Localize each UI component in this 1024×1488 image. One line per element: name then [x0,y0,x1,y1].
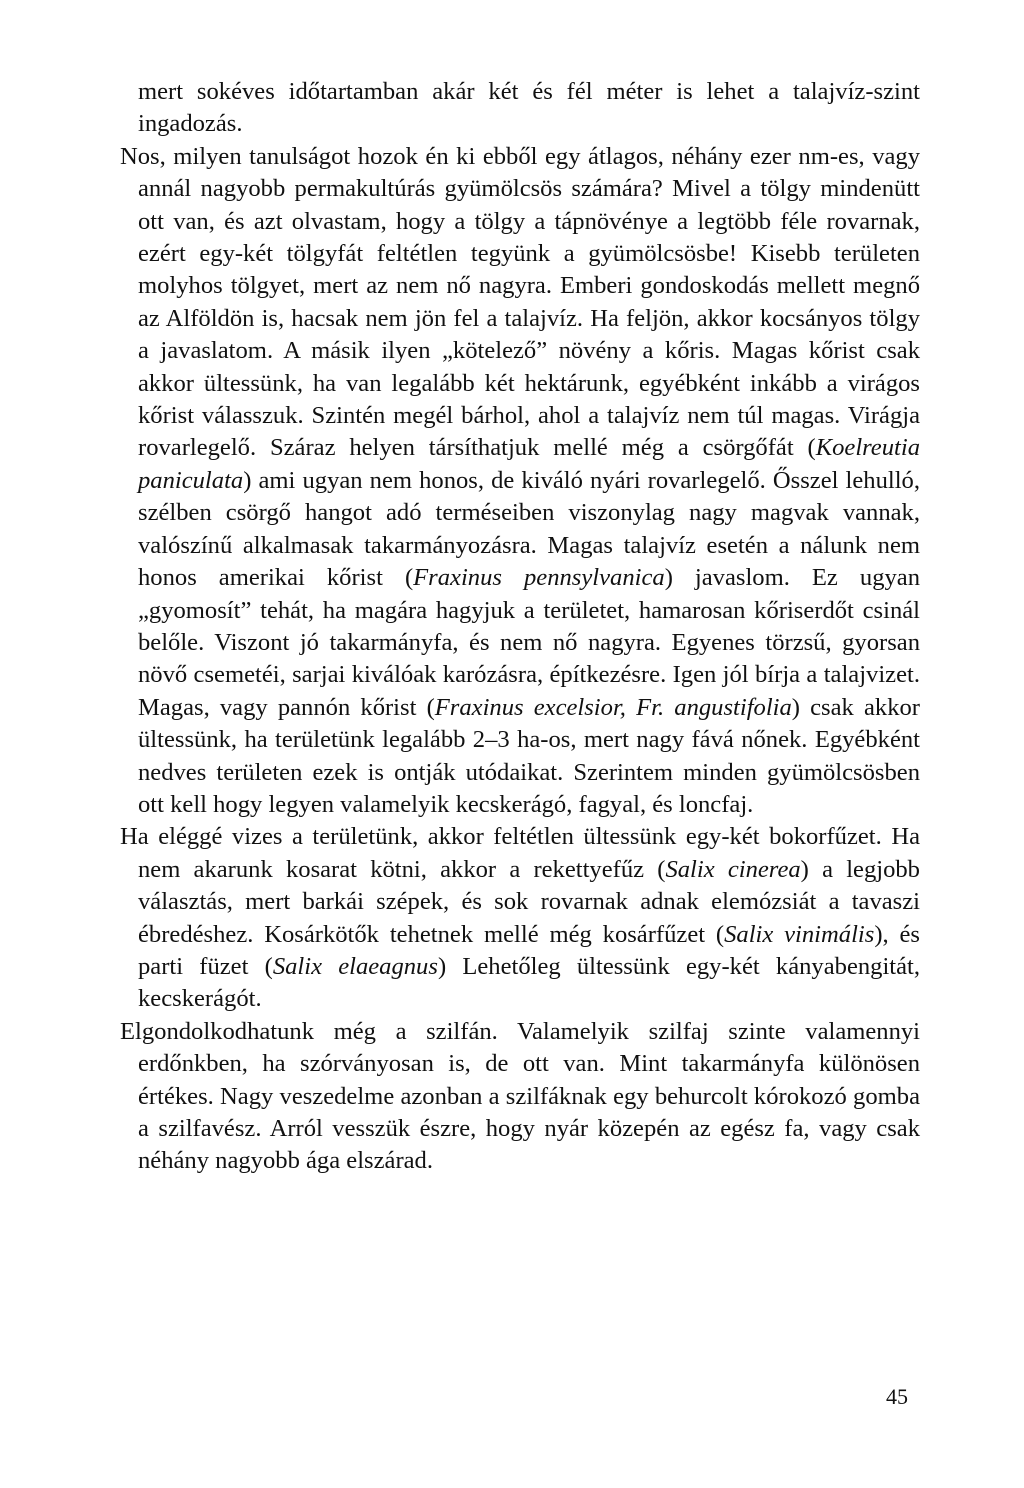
text-run: mert sokéves időtartamban akár két és fél méter is lehet a talajvíz-szint ingadozás. [138,78,920,138]
text-run: Elgondolkodhatunk még a szilfán. Valamelyik szilfaj szinte valamennyi erdőnkben, ha szórványosan is, de ott van. Mint takarmányfa különösen értékes. Nagy veszedelme azonban a szilfáknak egy behurcolt kórokozó gomba a szilfavész. Arról vesszük észre, hogy nyár közepén az egész fa, vagy csak néhány nagyobb ága elszárad. [120,1017,920,1175]
text-run: ) csak akkor ültessünk, ha területünk legalább 2–3 ha-os, mert nagy fává nőnek. Egyébként nedves területen ezek is ontják utódaikat. Szerintem minden gyümölcsösben ott kell hogy legyen valamelyik kecskerágó, fagyal, és loncfaj. [138,693,921,818]
text-run: ) ami ugyan nem honos, de kiváló nyári rovarlegelő. Ősszel lehulló, szélben csörgő hangot adó terméseiben viszonylag nagy magvak vannak, valószínű alkalmasak takarmányozásra. Magas talajvíz esetén a nálunk nem honos amerikai kőrist ( [138,466,920,592]
document-page [120,76,920,1178]
text-run: Nos, milyen tanulságot hozok én ki ebből egy átlagos, néhány ezer nm-es, vagy annál nagyobb permakultúrás gyümölcsös számára? Mivel a tölgy mindenütt ott van, és azt olvastam, hogy a tölgy a tápnövénye a legtöbb féle rovarnak, ezért egy-két tölgyfát feltétlen tegyünk a gyümölcsösbe! Kisebb területen molyhos tölgyet, mert az nem nő nagyra. Emberi gondoskodás mellett megnő az Alföldön is, hacsak nem jön fel a talajvíz. Ha feljön, akkor kocsányos tölgy a javaslatom. A másik ilyen „kötelező” növény a kőris. Magas kőrist csak akkor ültessünk, ha van legalább két hektárunk, egyébként inkább a virágos kőrist válasszuk. Szintén megél bárhol, ahol a talajvíz nem túl magas. Virágja rovarlegelő. Száraz helyen társíthatjuk mellé még a csörgőfát ( [120,142,920,462]
italic-term: Fraxinus excelsior, Fr. angustifolia [434,693,792,721]
text-run: ) javaslom. Ez ugyan „gyomosít” tehát, ha magára hagyjuk a területet, hamarosan kőriserdőt csinál belőle. Viszont jó takarmányfa, és nem nő nagyra. Egyenes törzsű, gyorsan növő csemetéi, sarjai kiválóak karózásra, építkezésre. Igen jól bírja a talajvizet. Magas, vagy pannón kőrist ( [138,564,920,721]
paragraph [120,141,920,822]
italic-term: Salix cinerea [665,855,801,883]
text-run: Ha eléggé vizes a területünk, akkor feltétlen ültessünk egy-két bokorfűzet. Ha nem akarunk kosarat kötni, akkor a rekettyefűz ( [120,823,920,883]
paragraph [120,76,920,141]
text-run: ), és parti füzet ( [138,920,920,980]
italic-term: Salix elaeagnus [272,952,438,980]
page-number: 45 [886,1384,908,1409]
italic-term: Koelreutia paniculata [138,434,920,494]
text-run: ) a legjobb választás, mert barkái szépek, és sok rovarnak adnak elemózsiát a tavaszi ébredéshez. Kosárkötők tehetnek mellé még kosárfűzet ( [138,855,920,948]
italic-term: Salix vinimális [724,920,875,948]
paragraph [120,821,920,1015]
paragraph [120,1016,920,1178]
text-run: ) Lehetőleg ültessünk egy-két kányabengitát, kecskerágót. [138,952,921,1013]
italic-term: Fraxinus pennsylvanica [413,564,665,592]
